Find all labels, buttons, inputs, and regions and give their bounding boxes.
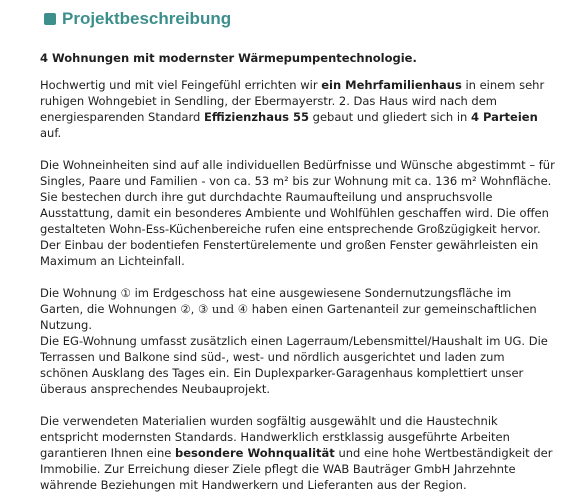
p1-text-a: Hochwertig und mit viel Feingefühl errichten wir	[40, 78, 322, 92]
p4-text-c: und eine hohe Wertbeständigkeit der Immobilie. Zur Erreichung dieser Ziele pflegt die WAB Bauträger GmbH Jahrzehnte währende Beziehungen mit Handwerkern und Lieferanten aus der Region.	[40, 446, 553, 492]
intro-line: 4 Wohnungen mit modernster Wärmepumpentechnologie.	[40, 51, 417, 65]
paragraph-3	[40, 285, 556, 397]
paragraph-4	[40, 413, 556, 493]
p3-text-e: haben einen Gartenanteil zur gemeinschaftlichen Nutzung.	[40, 302, 537, 332]
p3-text-und: und	[208, 302, 238, 316]
p3-text-b: im Erdgeschoss hat eine ausgewiesene Sondernutzungsfläche im Garten, die Wohnungen	[40, 286, 512, 316]
circled-number-1: ①	[120, 286, 131, 300]
p1-bold-parteien: 4 Parteien	[471, 110, 538, 124]
p1-text-e: gebaut und gliedert sich in	[309, 110, 471, 124]
section-heading	[44, 6, 556, 32]
p1-bold-effizienzhaus: Effizienzhaus 55	[204, 110, 309, 124]
section-title: Projektbeschreibung	[62, 9, 232, 28]
circled-number-2: ②	[180, 302, 191, 316]
p4-text-a: Die verwendeten Materialien wurden sogfältig ausgewählt und die Haustechnik entspricht modernsten Standards. Handwerklich erstklassig ausgeführte Arbeiten garantieren Ihnen eine	[40, 414, 510, 460]
p3-text-c: ,	[190, 302, 198, 316]
p1-text-g: auf.	[40, 126, 62, 140]
p3-text-f: Die EG-Wohnung umfasst zusätzlich einen Lagerraum/Lebensmittel/Haushalt im UG. Die Terrassen und Balkone sind süd-, west- und nördlich ausgerichtet und laden zum schönen Ausklang des Tages ein. Ein Duplexparker-Garagenhaus komplettiert unser überaus ansprechendes Neubauprojekt.	[40, 334, 548, 396]
p1-bold-mehrfamilienhaus: ein Mehrfamilienhaus	[321, 78, 462, 92]
p3-text-a: Die Wohnung	[40, 286, 121, 300]
paragraph-2: Die Wohneinheiten sind auf alle individuellen Bedürfnisse und Wünsche abgestimmt – für Singles, Paare und Familien - von ca. 53 m² bis zur Wohnung mit ca. 136 m² Wohnfläche. Sie bestechen durch ihre gut durchdachte Raumaufteilung und anspruchsvolle Ausstattung, damit ein besonderes Ambiente und Wohlfühlen geschaffen wird. Die offen gestalteten Wohn-Ess-Küchenbereiche rufen eine entsprechende Großzügigkeit hervor. Der Einbau der bodentiefen Fenstertürelemente und großen Fenster gewährleisten ein Maximum an Lichteinfall.	[40, 158, 555, 268]
heading-square-icon	[44, 13, 56, 25]
circled-number-3: ③	[197, 302, 209, 316]
p4-bold-wohnqualitaet: besondere Wohnqualität	[174, 446, 335, 460]
paragraph-1	[40, 77, 556, 141]
p1-text-c: in einem sehr ruhigen Wohngebiet in Sendling, der Ebermayerstr. 2. Das Haus wird nach dem energiesparenden Standard	[40, 78, 545, 124]
circled-number-4: ④	[237, 302, 249, 316]
